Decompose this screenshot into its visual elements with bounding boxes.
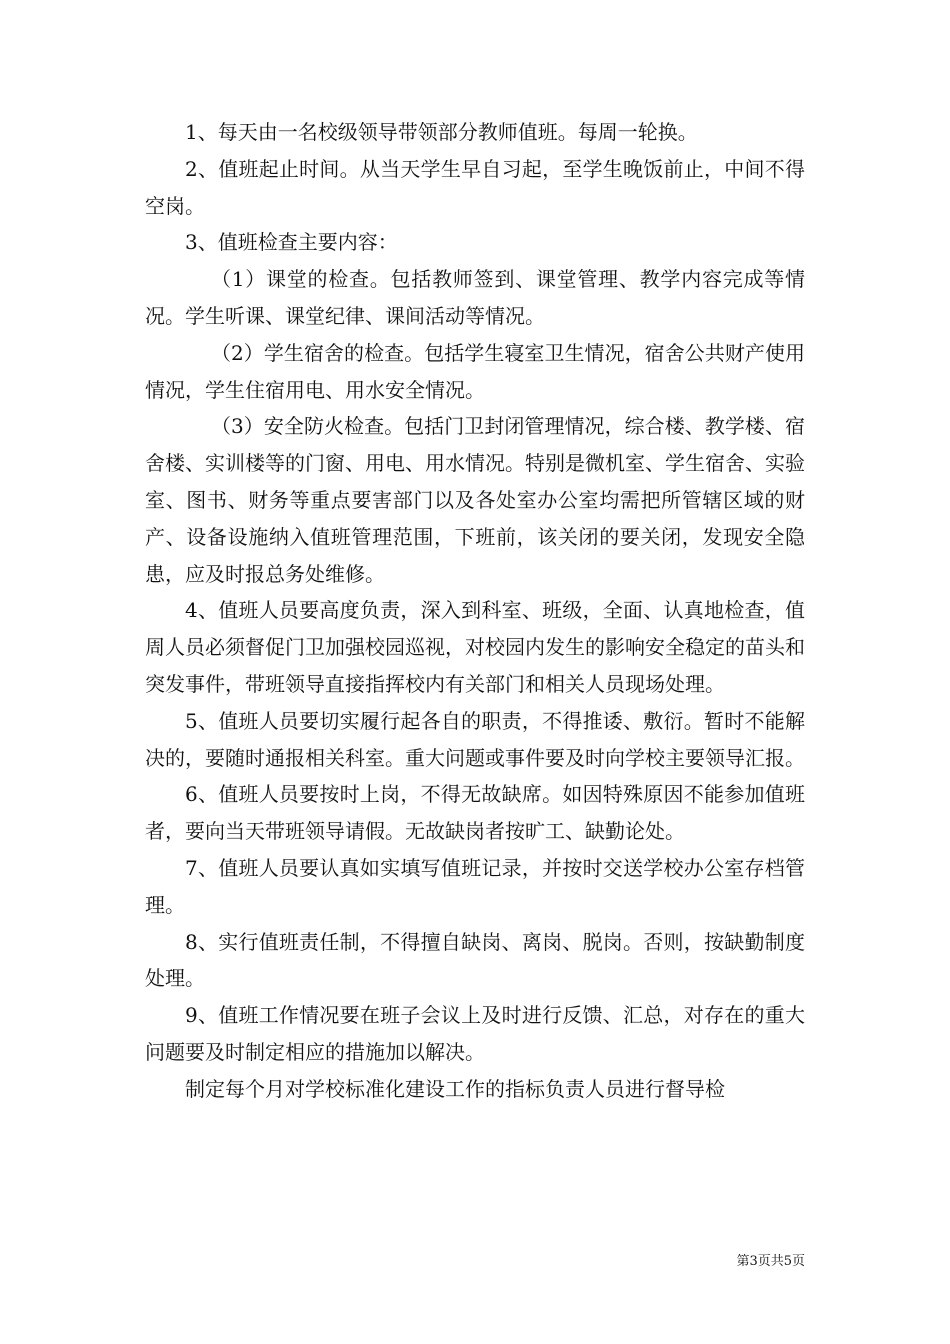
paragraph-8: 5、值班人员要切实履行起各自的职责，不得推诿、敷衍。暂时不能解决的，要随时通报相关科室。重大问题或事件要及时向学校主要领导汇报。 (145, 708, 805, 770)
paragraph-9: 6、值班人员要按时上岗，不得无故缺席。如因特殊原因不能参加值班者，要向当天带班领导请假。无故缺岗者按旷工、缺勤论处。 (145, 782, 805, 844)
paragraph-2: 2、值班起止时间。从当天学生早自习起，至学生晚饭前止，中间不得空岗。 (145, 156, 805, 218)
paragraph-1: 1、每天由一名校级领导带领部分教师值班。每周一轮换。 (185, 120, 698, 144)
paragraph-10: 7、值班人员要认真如实填写值班记录，并按时交送学校办公室存档管理。 (145, 855, 805, 917)
page-footer (736, 1254, 805, 1270)
paragraph-13: 制定每个月对学校标准化建设工作的指标负责人员进行督导检 (185, 1076, 725, 1101)
paragraph-6: （3）安全防火检查。包括门卫封闭管理情况，综合楼、教学楼、宿舍楼、实训楼等的门窗、用电、用水情况。特别是微机室、学生宿舍、实验室、图书、财务等重点要害部门以及各处室办公室均需把所管辖区域的财产、设备设施纳入值班管理范围，下班前，该关闭的要关闭，发现安全隐患，应及时报总务处维修。 (145, 414, 805, 586)
paragraph-3: 3、值班检查主要内容： (185, 230, 398, 255)
paragraph-4: （1）课堂的检查。包括教师签到、课堂管理、教学内容完成等情况。学生听课、课堂纪律、课间活动等情况。 (145, 267, 805, 328)
paragraph-11: 8、实行值班责任制，不得擅自缺岗、离岗、脱岗。否则，按缺勤制度处理。 (145, 929, 805, 991)
paragraph-7: 4、值班人员要高度负责，深入到科室、班级，全面、认真地检查，值周人员必须督促门卫加强校园巡视，对校园内发生的影响安全稳定的苗头和突发事件，带班领导直接指挥校内有关部门和相关人员现场处理。 (145, 598, 805, 696)
paragraph-12: 9、值班工作情况要在班子会议上及时进行反馈、汇总，对存在的重大问题要及时制定相应的措施加以解决。 (145, 1003, 805, 1064)
document-body (145, 114, 805, 1108)
page-number-label: 第3页共5页 (736, 1254, 805, 1269)
paragraph-5: （2）学生宿舍的检查。包括学生寝室卫生情况，宿舍公共财产使用情况，学生住宿用电、用水安全情况。 (145, 340, 805, 402)
